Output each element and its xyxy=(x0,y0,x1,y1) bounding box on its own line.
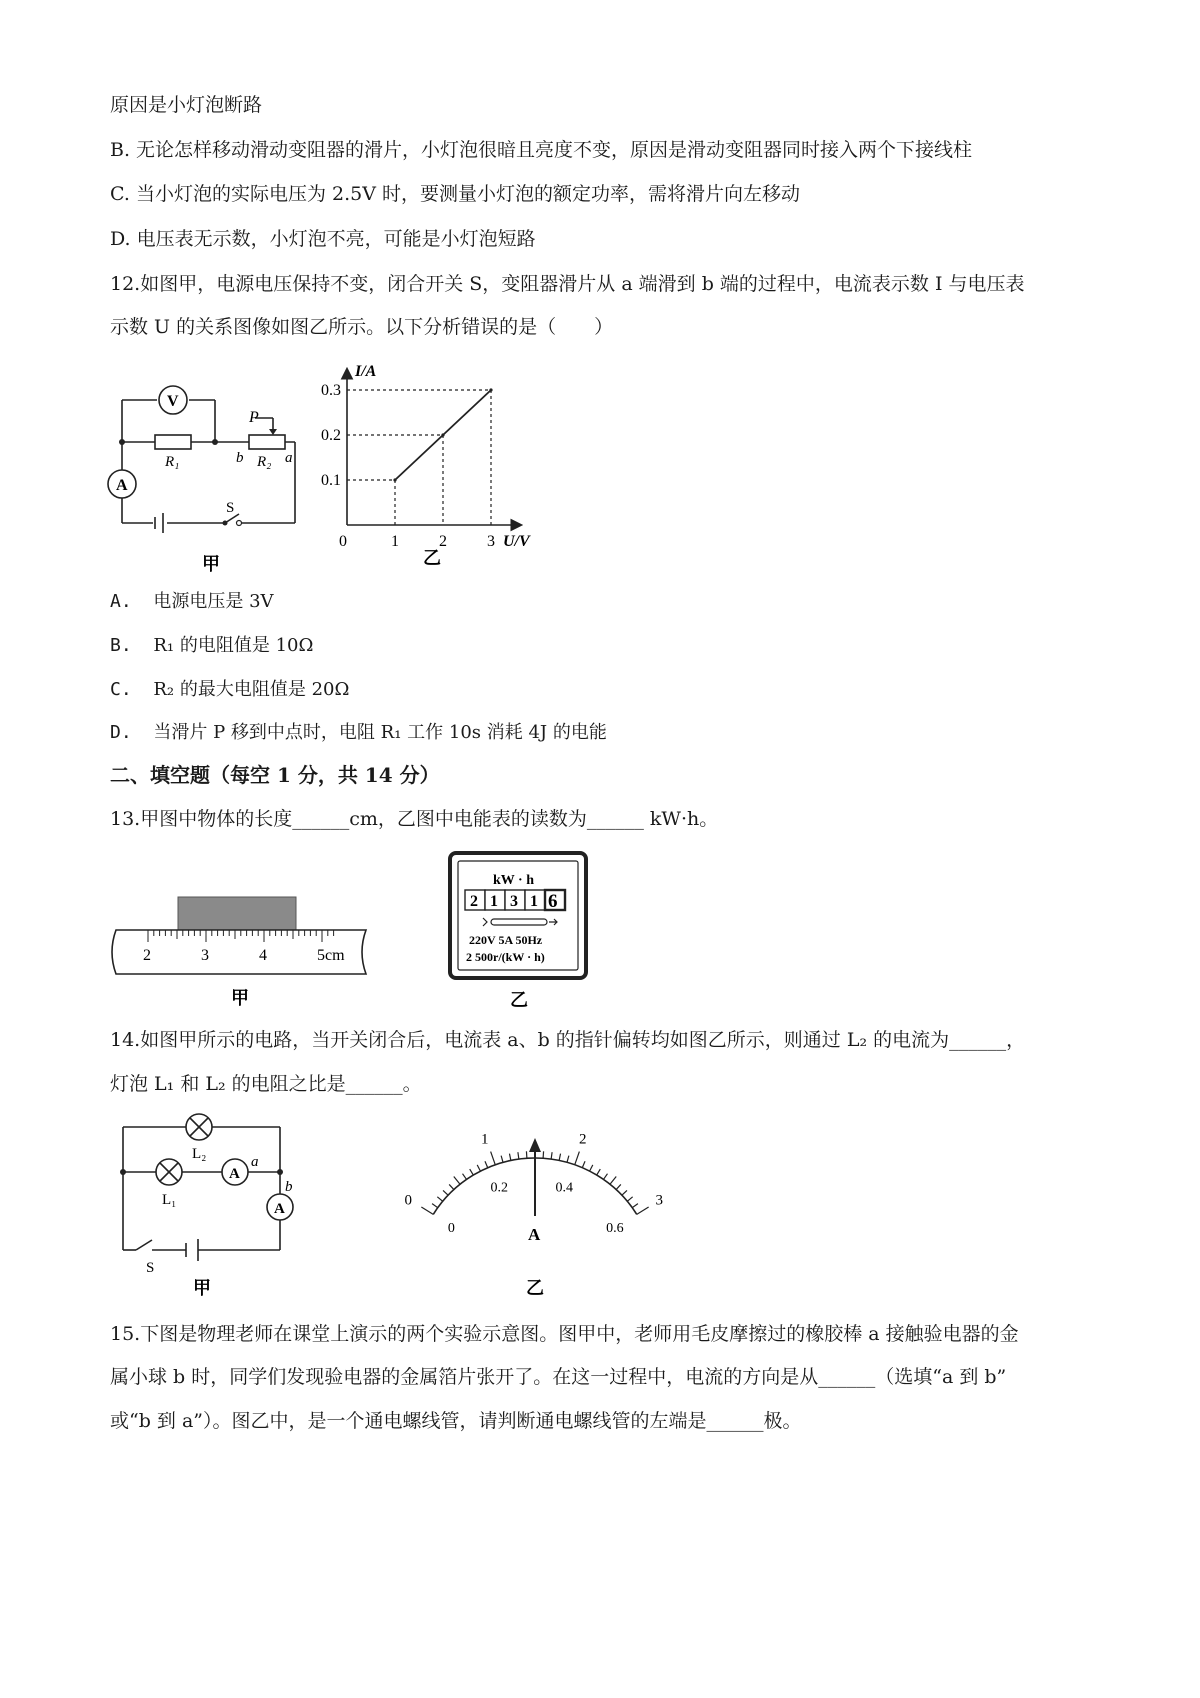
dial-tick xyxy=(632,1204,638,1208)
x-tick-label: 2 xyxy=(439,533,447,550)
q12-circuit-diagram xyxy=(105,378,320,618)
x-axis-label: U/V xyxy=(503,533,530,550)
ruler-figure xyxy=(108,892,393,1014)
y-tick-label: 0.1 xyxy=(321,472,341,489)
meter-digit-4: 1 xyxy=(530,893,538,910)
meter-digit-1: 2 xyxy=(470,893,478,910)
dial-tick xyxy=(449,1184,454,1189)
meter-digit-2: 1 xyxy=(490,893,498,910)
dial-tick xyxy=(443,1190,448,1195)
dial-tick xyxy=(575,1152,580,1165)
dial-tick xyxy=(559,1154,560,1161)
slider-p-label: P xyxy=(249,409,259,426)
ruler-tick-5cm: 5cm xyxy=(317,947,345,964)
option-a-label: A. xyxy=(110,591,132,612)
q12-option-c xyxy=(110,677,349,703)
q12-stem-line2: 示数 U 的关系图像如图乙所示。以下分析错误的是（ ） xyxy=(110,316,614,338)
x-tick-label: 1 xyxy=(391,533,399,550)
option-d-label: D. xyxy=(110,722,132,743)
q11-option-c: C. 当小灯泡的实际电压为 2.5V 时，要测量小灯泡的额定功率，需将滑片向左移动 xyxy=(110,183,800,205)
y-tick-label: 0.3 xyxy=(321,382,341,399)
q13-stem: 13.甲图中物体的长度______cm，乙图中电能表的读数为______ kW·h。 xyxy=(110,808,719,830)
q12-option-b xyxy=(110,633,313,659)
q11-option-d: D. 电压表无示数，小灯泡不亮，可能是小灯泡短路 xyxy=(110,228,536,250)
lamp-l1-label: L₁ xyxy=(162,1192,177,1208)
dial-inner-label: 0.2 xyxy=(490,1180,509,1196)
dial-tick xyxy=(485,1161,488,1167)
dial-tick xyxy=(567,1156,569,1163)
q12-stem-line1: 12.如图甲，电源电压保持不变，闭合开关 S，变阻器滑片从 a 端滑到 b 端的过程中，电流表示数 I 与电压表 xyxy=(110,273,1025,295)
dial-tick xyxy=(454,1176,460,1184)
ammeter-b-symbol: A xyxy=(274,1201,285,1217)
dial-tick xyxy=(470,1169,474,1175)
origin-label: 0 xyxy=(339,533,347,550)
dial-inner-label: 0 xyxy=(447,1221,455,1237)
section-heading: 二、填空题（每空 1 分，共 14 分） xyxy=(110,763,440,787)
meter-spec-rating: 220V 5A 50Hz xyxy=(469,933,543,947)
dial-outer-label: 2 xyxy=(578,1131,587,1148)
switch-s-label: S xyxy=(146,1260,155,1276)
dial-tick xyxy=(437,1197,442,1201)
q14-circuit-diagram xyxy=(108,1112,308,1312)
ruler-tick-3: 3 xyxy=(201,947,209,964)
electric-meter-figure xyxy=(445,848,595,1018)
ammeter-label: A xyxy=(116,477,128,494)
ammeter-b-label: b xyxy=(285,1179,293,1195)
dial-tick xyxy=(582,1161,585,1167)
dial-tick xyxy=(463,1174,467,1180)
dial-tick xyxy=(432,1204,438,1208)
option-b-label: B. xyxy=(110,635,132,656)
dial-tick xyxy=(518,1152,519,1159)
meter-digit-3: 3 xyxy=(510,893,518,910)
meter-digit-decimal: 6 xyxy=(548,891,558,912)
dial-inner-label: 0.6 xyxy=(606,1221,624,1237)
ammeter-a-label: a xyxy=(251,1154,259,1170)
data-point xyxy=(489,388,492,391)
figure-caption-yi: 乙 xyxy=(526,1278,544,1298)
y-tick-label: 0.2 xyxy=(321,427,341,444)
dial-outer-label: 1 xyxy=(481,1131,489,1148)
dial-tick xyxy=(610,1176,616,1184)
option-d-text: 当滑片 P 移到中点时，电阻 R₁ 工作 10s 消耗 4J 的电能 xyxy=(153,722,607,743)
figure-caption-jia: 甲 xyxy=(193,1278,211,1298)
option-c-text: R₂ 的最大电阻值是 20Ω xyxy=(153,679,350,700)
meter-unit-label: kW · h xyxy=(493,873,534,888)
dial-tick xyxy=(501,1156,503,1163)
dial-inner-label: 0.4 xyxy=(555,1180,573,1196)
ruler-tick-2: 2 xyxy=(143,947,151,964)
ammeter-a-symbol: A xyxy=(229,1166,240,1182)
q15-stem-line3: 或“b 到 a”）。图乙中，是一个通电螺线管，请判断通电螺线管的左端是______极。 xyxy=(110,1410,802,1432)
dial-tick xyxy=(551,1152,552,1159)
q12-option-a xyxy=(110,589,274,615)
figure-caption-yi: 乙 xyxy=(510,990,528,1010)
q15-stem-line1: 15.下图是物理老师在课堂上演示的两个实验示意图。图甲中，老师用毛皮摩擦过的橡胶棒 a 接触验电器的金 xyxy=(110,1323,1019,1345)
data-point xyxy=(441,433,444,436)
dial-outer-label: 0 xyxy=(404,1192,412,1209)
figure-caption-yi: 乙 xyxy=(423,548,441,568)
q14-stem-line2: 灯泡 L₁ 和 L₂ 的电阻之比是______。 xyxy=(110,1073,422,1095)
dial-tick xyxy=(627,1197,632,1201)
terminal-b-label: b xyxy=(236,450,244,466)
figure-caption-jia: 甲 xyxy=(202,554,220,574)
dial-tick xyxy=(597,1169,601,1175)
x-tick-label: 3 xyxy=(487,533,495,550)
voltmeter-label: V xyxy=(167,393,179,410)
q11-continuation: 原因是小灯泡断路 xyxy=(110,94,263,116)
q14-stem-line1: 14.如图甲所示的电路，当开关闭合后，电流表 a、b 的指针偏转均如图乙所示，则通过 L₂ 的电流为______， xyxy=(110,1029,1026,1051)
dial-outer-label: 3 xyxy=(655,1192,664,1209)
dial-tick xyxy=(477,1165,480,1171)
option-c-label: C. xyxy=(110,679,132,700)
dial-tick xyxy=(421,1207,433,1214)
y-axis-label: I/A xyxy=(355,363,377,380)
measured-block xyxy=(178,897,296,931)
q15-stem-line2: 属小球 b 时，同学们发现验电器的金属箔片张开了。在这一过程中，电流的方向是从______（选填“a 到 b” xyxy=(110,1366,1007,1388)
data-point xyxy=(393,478,396,481)
q14-ammeter-dial xyxy=(395,1108,675,1313)
r2-label: R₂ xyxy=(257,454,272,470)
dial-tick xyxy=(637,1207,649,1214)
option-b-text: R₁ 的电阻值是 10Ω xyxy=(153,635,314,656)
q11-option-b: B. 无论怎样移动滑动变阻器的滑片，小灯泡很暗且亮度不变，原因是滑动变阻器同时接入两个下接线柱 xyxy=(110,139,973,161)
dial-tick xyxy=(509,1154,510,1161)
dial-tick xyxy=(491,1152,496,1165)
ruler-tick-4: 4 xyxy=(259,947,267,964)
figure-caption-jia: 甲 xyxy=(231,988,249,1008)
dial-tick xyxy=(603,1174,607,1180)
dial-unit-label: A xyxy=(528,1225,541,1244)
q12-option-d xyxy=(110,720,607,746)
dial-tick xyxy=(590,1165,593,1171)
r1-label: R₁ xyxy=(165,454,180,470)
lamp-l2-label: L₂ xyxy=(192,1146,207,1162)
dial-tick xyxy=(616,1184,621,1189)
option-a-text: 电源电压是 3V xyxy=(153,591,274,612)
meter-spec-constant: 2 500r/(kW · h) xyxy=(466,950,545,964)
dial-tick xyxy=(622,1190,627,1195)
switch-s-label: S xyxy=(226,500,235,516)
q12-iu-graph xyxy=(321,360,565,620)
terminal-a-label: a xyxy=(285,450,293,466)
